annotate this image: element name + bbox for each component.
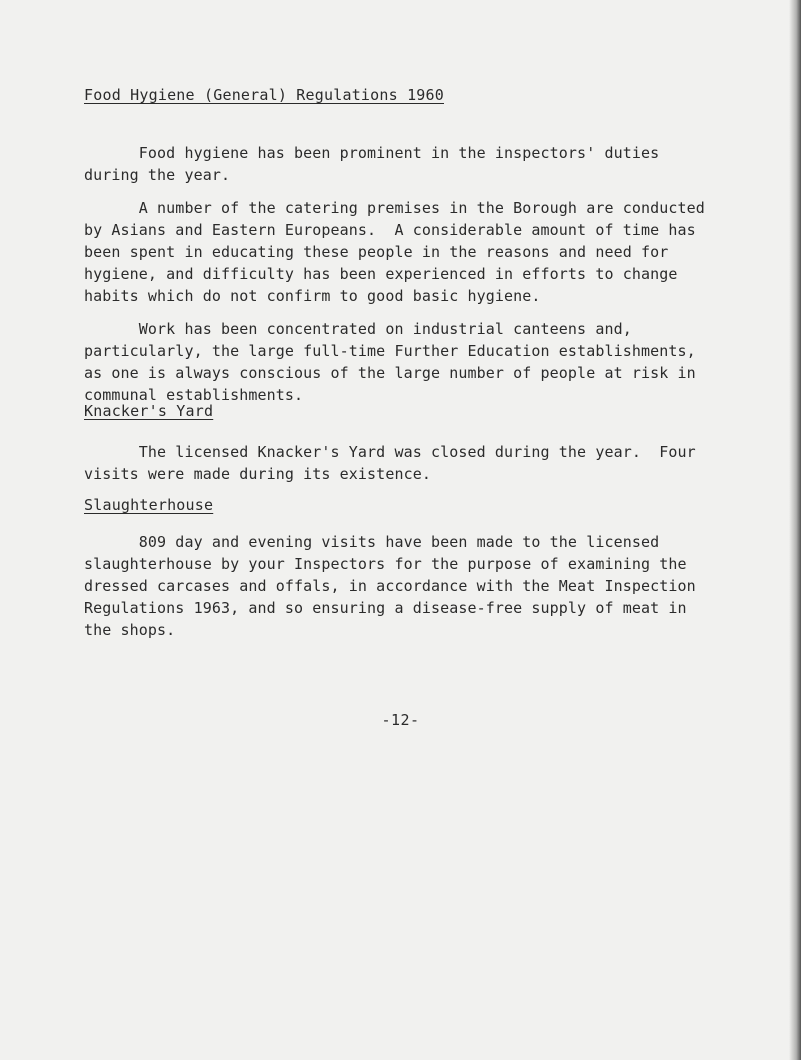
slaughterhouse-heading: Slaughterhouse — [84, 496, 214, 514]
intro-paragraph-1: Food hygiene has been prominent in the inspectors' duties during the year. — [84, 144, 660, 184]
intro-paragraph-2: A number of the catering premises in the Borough are conducted by Asians and Eastern Europeans. A considerable amount of time has been spent in educating these people in the reasons and need for hygiene, and difficulty has been experienced in efforts to change habits which do not confirm to good basic hygiene. — [84, 199, 705, 305]
section-title: Food Hygiene (General) Regulations 1960 — [84, 86, 444, 104]
page-number: -12- — [381, 711, 420, 729]
slaughterhouse-paragraph: 809 day and evening visits have been made to the licensed slaughterhouse by your Inspectors for the purpose of examining the dressed carcases and offals, in accordance with the Meat Inspection Regulations 1963, and so ensuring a disease-free supply of meat in the shops. — [84, 533, 696, 639]
page-edge-shadow — [789, 0, 801, 1060]
intro-paragraph-3: Work has been concentrated on industrial canteens and, particularly, the large full-time Further Education establishments, as one is always conscious of the large number of people at risk in communal establishments. — [84, 320, 696, 404]
knackers-yard-heading: Knacker's Yard — [84, 402, 214, 420]
knackers-yard-paragraph: The licensed Knacker's Yard was closed during the year. Four visits were made during its existence. — [84, 443, 696, 483]
